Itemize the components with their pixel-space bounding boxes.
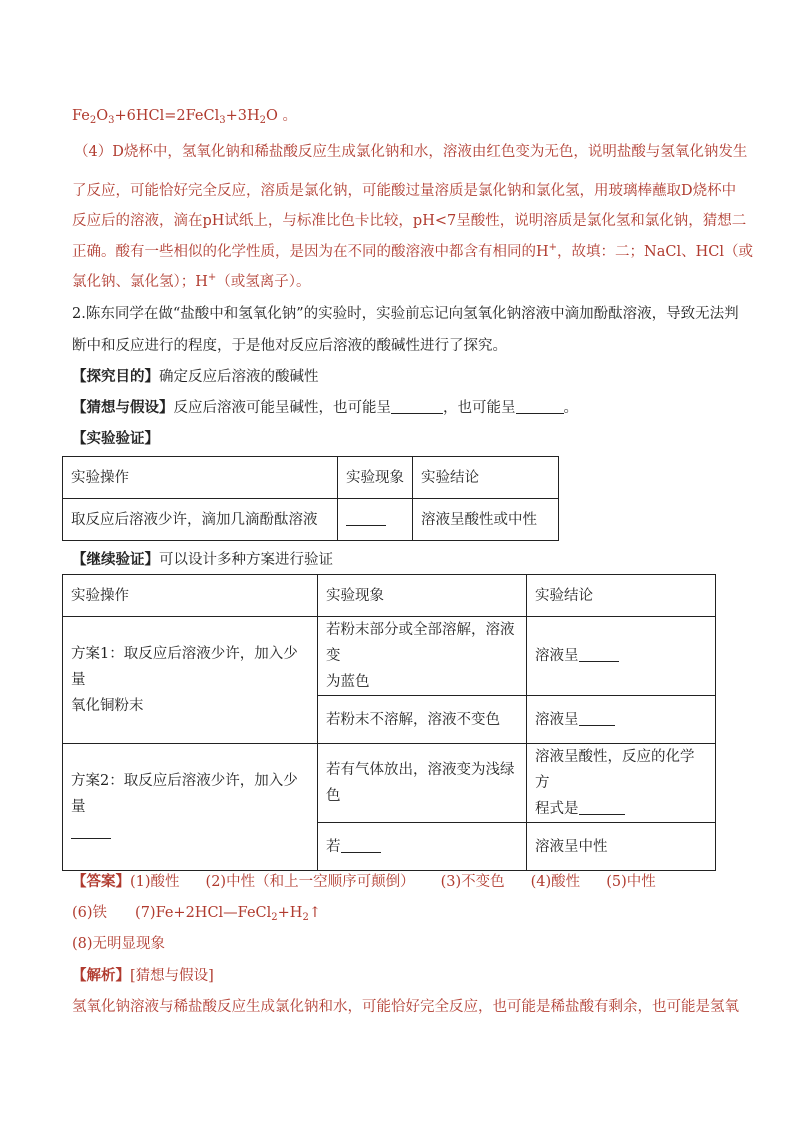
answer-item: (2)中性（和上一空顺序可颠倒） (205, 874, 415, 890)
table-cell (338, 499, 413, 541)
table-header-cell: 实验操作 (63, 575, 318, 617)
para4-text: 正确。酸有一些相似的化学性质，是因为在不同的酸溶液中都含有相同的H (72, 244, 549, 260)
hyp-text: 反应后溶液可能呈碱性，也可能呈 (173, 400, 391, 416)
plan1-phenomenon-1 (318, 617, 527, 696)
eq-text: +3H (225, 108, 260, 124)
hyp-text: 。 (563, 400, 578, 416)
para4-text: ，故填：二；NaCl、HCl（或 (557, 244, 753, 260)
answer-line1 (72, 872, 656, 892)
plan1-conclusion-1 (527, 617, 716, 696)
answer-item: (3)不变色 (440, 874, 505, 890)
table-header-cell: 实验现象 (318, 575, 527, 617)
answer-blank (579, 647, 619, 662)
cell-text (535, 796, 707, 822)
answer-blank (579, 800, 625, 815)
answer-item: (6)铁 (72, 905, 108, 921)
answer-blank (346, 511, 386, 526)
cell-text: 氧化铜粉末 (71, 698, 144, 714)
answer-blank (579, 711, 615, 726)
table-row (63, 457, 559, 499)
table-row (63, 499, 559, 541)
verify-head (72, 429, 159, 449)
section-head: 【实验验证】 (72, 430, 159, 447)
table-header-cell: 实验操作 (63, 457, 338, 499)
continue-text: 可以设计多种方案进行验证 (159, 552, 333, 568)
para4-sup: + (207, 272, 217, 283)
para4-line4 (72, 242, 753, 262)
cell-text (71, 820, 309, 846)
answer-item: (5)中性 (606, 874, 656, 890)
table-row (63, 617, 716, 696)
eq-text: +6HCl=2FeCl (114, 108, 220, 124)
answer-blank (516, 399, 564, 414)
section-head: 【探究目的】 (72, 368, 159, 385)
plan2-phenomenon-2 (318, 823, 527, 871)
eq-text: O (96, 108, 109, 124)
plan1-phenomenon-2: 若粉末不溶解，溶液不变色 (318, 696, 527, 744)
answer-head: 【答案】 (72, 873, 130, 890)
goal-line (72, 367, 319, 387)
table-header-cell: 实验结论 (527, 575, 716, 617)
answer-sub: 2 (302, 912, 309, 923)
cell-text: 程式是 (535, 801, 579, 817)
para4-line1: （4）D烧杯中，氢氧化钠和稀盐酸反应生成氯化钠和水，溶液由红色变为无色，说明盐酸与氢氧化钠发生 (74, 144, 748, 160)
hypothesis-line (72, 398, 578, 418)
eq-text: O 。 (266, 108, 297, 124)
cell-text: 溶液呈 (535, 711, 579, 728)
para4-sup: + (548, 242, 558, 253)
plan1-conclusion-2 (527, 696, 716, 744)
analysis-line1 (72, 966, 214, 986)
table-header-cell: 实验现象 (338, 457, 413, 499)
para4-line3: 反应后的溶液，滴在pH试纸上，与标准比色卡比较，pH<7呈酸性，说明溶质是氯化氢和氯化钠，猜想二 (72, 213, 747, 229)
table-row (63, 575, 716, 617)
table-row (63, 744, 716, 823)
answer-item: +H (277, 905, 303, 921)
cell-text: 方案2：取反应后溶液少许，加入少量 (71, 773, 298, 815)
verify-table (62, 456, 559, 541)
plan2-operation (63, 744, 318, 871)
plan2-phenomenon-1: 若有气体放出，溶液变为浅绿色 (318, 744, 527, 823)
answer-item: (4)酸性 (530, 874, 581, 890)
eq-sub: 3 (108, 115, 115, 126)
plan2-conclusion-1 (527, 744, 716, 823)
eq-sub: 2 (259, 115, 266, 126)
plan1-operation (63, 617, 318, 744)
para4-line5 (72, 272, 311, 292)
section-head: 【继续验证】 (72, 551, 159, 568)
continue-table (62, 574, 716, 871)
goal-text: 确定反应后溶液的酸碱性 (159, 369, 319, 385)
para4-text: （或氢离子）。 (216, 274, 311, 290)
answer-line3: (8)无明显现象 (72, 936, 166, 952)
answer-blank (391, 399, 443, 414)
eq-text: Fe (72, 108, 90, 124)
table-cell: 取反应后溶液少许，滴加几滴酚酞溶液 (63, 499, 338, 541)
answer-item: ↑ (308, 905, 321, 921)
answer-blank (341, 838, 381, 853)
cell-text: 若粉末部分或全部溶解，溶液变 (326, 622, 515, 664)
plan2-conclusion-2: 溶液呈中性 (527, 823, 716, 871)
cell-text: 若 (326, 838, 341, 855)
answer-blank (71, 824, 111, 839)
hyp-text: ，也可能呈 (443, 400, 516, 416)
answer-sub: 2 (271, 912, 278, 923)
eq-sub: 2 (89, 115, 97, 126)
cell-text: 方案1：取反应后溶液少许，加入少量 (71, 646, 298, 688)
q2-line2: 断中和反应进行的程度，于是他对反应后溶液的酸碱性进行了探究。 (72, 338, 507, 354)
table-cell: 溶液呈酸性或中性 (413, 499, 559, 541)
para4-line2: 了反应，可能恰好完全反应，溶质是氯化钠，可能酸过量溶质是氯化钠和氯化氢，用玻璃棒蘸取D烧杯中 (72, 183, 737, 199)
answer-item: (7)Fe+2HCl—FeCl (135, 905, 272, 921)
q2-line1: 2.陈东同学在做“盐酸中和氢氧化钠”的实验时，实验前忘记向氢氧化钠溶液中滴加酚酞溶液，导致无法判 (72, 306, 739, 322)
table-header-cell: 实验结论 (413, 457, 559, 499)
cell-text: 为蓝色 (326, 674, 370, 690)
answer-item: (1)酸性 (130, 874, 180, 890)
analysis-line2: 氢氧化钠溶液与稀盐酸反应生成氯化钠和水，可能恰好完全反应，也可能是稀盐酸有剩余，也可能是氢氧 (72, 999, 739, 1015)
cell-text: 溶液呈 (535, 648, 579, 664)
analysis-sub: [猜想与假设] (130, 968, 214, 984)
equation-line (72, 106, 297, 126)
eq-sub: 3 (219, 115, 226, 126)
analysis-head: 【解析】 (72, 967, 130, 984)
section-head: 【猜想与假设】 (72, 399, 174, 416)
continue-line (72, 550, 333, 570)
para4-text: 氯化钠、氯化氢）；H (72, 274, 208, 290)
answer-line2 (72, 903, 321, 923)
cell-text: 溶液呈酸性，反应的化学方 (535, 749, 695, 791)
